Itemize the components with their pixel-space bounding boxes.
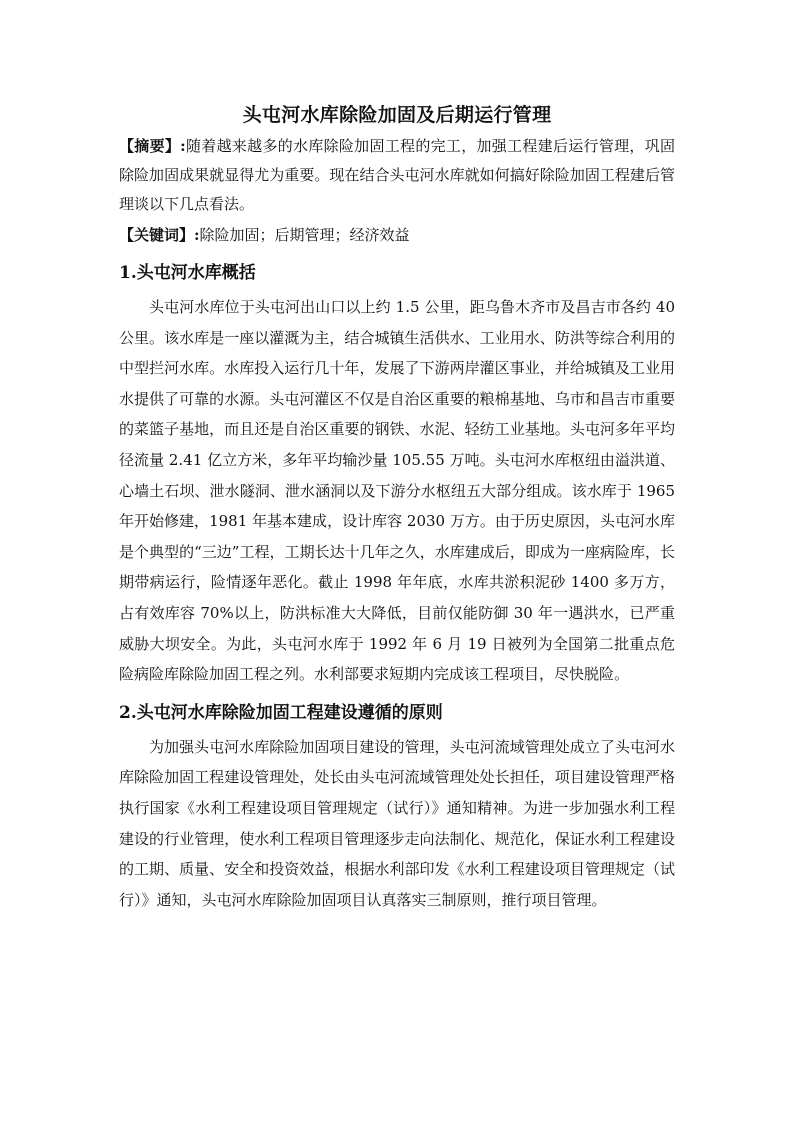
abstract-label: 【摘要】:: [119, 137, 186, 155]
section-1-paragraph: 头屯河水库位于头屯河出山口以上约 1.5 公里，距乌鲁木齐市及昌吉市各约 40 公里。该水库是一座以灌溉为主，结合城镇生活供水、工业用水、防洪等综合利用的中型拦河水库。水库投入运行几十年，发展了下游两岸灌区事业，并给城镇及工业用水提供了可靠的水源。头屯河灌区不仅是自治区重要的粮棉基地、乌市和昌吉市重要的菜篮子基地，而且还是自治区重要的钢铁、水泥、轻纺工业基地。头屯河多年平均径流量 2.41 亿立方米，多年平均输沙量 105.55 万吨。头屯河水库枢纽由溢洪道、心墙土石坝、泄水隧洞、泄水涵洞以及下游分水枢纽五大部分组成。该水库于 1965 年开始修建，1981 年基本建成，设计库容 2030 万方。由于历史原因，头屯河水库是个典型的“三边”工程，工期长达十几年之久，水库建成后，即成为一座病险库，长期带病运行，险情逐年恶化。截止 1998 年年底，水库共淤积泥砂 1400 多万方，占有效库容 70%以上，防洪标准大大降低，目前仅能防御 30 年一遇洪水，已严重威胁大坝安全。为此，头屯河水库于 1992 年 6 月 19 日被列为全国第二批重点危险病险库除险加固工程之列。水利部要求短期内完成该工程项目，尽快脱险。: [119, 298, 675, 684]
document-title: 头屯河水库除险加固及后期运行管理: [242, 104, 552, 126]
section-2-paragraph: 为加强头屯河水库除险加固项目建设的管理，头屯河流域管理处成立了头屯河水库除险加固工程建设管理处，处长由头屯河流域管理处处长担任，项目建设管理严格执行国家《水利工程建设项目管理规定（试行）》通知精神。为进一步加强水利工程建设的行业管理，使水利工程项目管理逐步走向法制化、规范化，保证水利工程建设的工期、质量、安全和投资效益，根据水利部印发《水利工程建设项目管理规定（试行）》通知，头屯河水库除险加固项目认真落实三制原则，推行项目管理。: [119, 737, 675, 909]
section-2-heading: 2.头屯河水库除险加固工程建设遵循的原则: [119, 702, 443, 723]
abstract: [119, 132, 675, 219]
document-content: [119, 100, 675, 915]
keywords: [119, 221, 675, 250]
keywords-text: 除险加固；后期管理；经济效益: [199, 226, 410, 244]
abstract-text: 随着越来越多的水库除险加固工程的完工，加强工程建后运行管理，巩固除险加固成果就显得尤为重要。现在结合头屯河水库就如何搞好除险加固工程建后管理谈以下几点看法。: [119, 137, 675, 213]
section-1-heading: 1.头屯河水库概括: [119, 263, 256, 283]
keywords-label: 【关键词】:: [119, 226, 200, 244]
